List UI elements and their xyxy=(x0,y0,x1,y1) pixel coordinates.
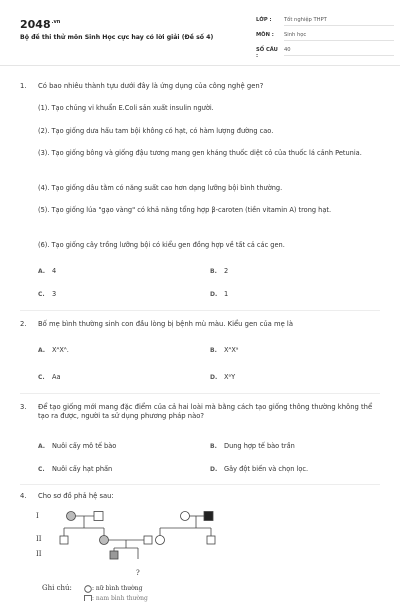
statement-item: (6). Tạo giống cây trồng lưỡng bội có kiểu gen đồng hợp về tất cả các gen. xyxy=(38,241,285,249)
option-letter: C. xyxy=(38,374,45,381)
option-text: Nuôi cấy mô tế bào xyxy=(52,442,117,450)
option-c[interactable] xyxy=(38,373,61,381)
option-letter: A. xyxy=(38,268,46,275)
option-letter: A. xyxy=(38,347,46,354)
option-c[interactable] xyxy=(38,465,112,473)
option-b[interactable] xyxy=(210,346,238,354)
statement-item: (2). Tạo giống dưa hấu tam bội không có hạt, có hàm lượng đường cao. xyxy=(38,127,274,135)
statement-text: (3). Tạo giống bông và giống đậu tương mang gen kháng thuốc diệt cỏ của thuốc lá cảnh Petunia. xyxy=(38,149,362,157)
option-d[interactable] xyxy=(210,465,308,473)
statement-item: (1). Tạo chủng vi khuẩn E.Coli sản xuất insulin người. xyxy=(38,104,214,112)
question-number: 4. xyxy=(20,492,27,500)
statement-item: (5). Tạo giống lúa "gạo vàng" có khả năng tổng hợp β-caroten (tiền vitamin A) trong hạt. xyxy=(38,206,332,214)
unknown-mark: ? xyxy=(136,569,140,577)
option-text: XᵃY xyxy=(224,373,236,381)
option-letter: B. xyxy=(210,268,217,275)
meta-value: Sinh học xyxy=(284,32,394,41)
female-carrier-symbol xyxy=(100,536,109,545)
circle-open-icon xyxy=(84,585,92,593)
brand-suffix: .vn xyxy=(51,19,61,26)
question-number: 1. xyxy=(20,82,27,90)
male-normal-symbol xyxy=(144,536,152,544)
question-divider xyxy=(20,484,380,485)
option-text: Aa xyxy=(52,373,61,381)
option-text: Dung hợp tế bào trần xyxy=(224,442,295,450)
legend-text: : nữ bình thường xyxy=(92,585,143,592)
question-stem: Để tạo giống mới mang đặc điểm của cả hai loài mà bằng cách tạo giống thông thường không thể tạo ra được, người ta sử dụng phương pháp nào? xyxy=(38,403,373,421)
option-text: 2 xyxy=(224,267,229,275)
site-logo[interactable] xyxy=(20,18,60,31)
option-b[interactable] xyxy=(210,267,228,275)
option-letter: D. xyxy=(210,466,218,473)
question-number: 2. xyxy=(20,320,27,328)
option-letter: C. xyxy=(38,291,45,298)
generation-label: II xyxy=(36,535,42,543)
brand-name: 2048 xyxy=(20,18,51,31)
generation-label: I xyxy=(36,512,39,520)
female-normal-symbol xyxy=(181,512,190,521)
option-c[interactable] xyxy=(38,290,56,298)
question-number: 3. xyxy=(20,403,27,411)
option-letter: C. xyxy=(38,466,45,473)
option-text: Gây đột biến và chọn lọc. xyxy=(224,465,309,473)
option-text: Nuôi cấy hạt phấn xyxy=(52,465,113,473)
legend-label: Ghi chú: xyxy=(42,584,72,592)
statement-item xyxy=(38,148,368,158)
male-affected-symbol xyxy=(204,512,213,521)
meta-key: LỚP : xyxy=(256,17,272,23)
legend-text: : nam bình thường xyxy=(92,595,148,602)
male-normal-symbol xyxy=(60,536,68,544)
female-normal-symbol xyxy=(156,536,165,545)
question-stem: Có bao nhiêu thành tựu dưới đây là ứng dụng của công nghệ gen? xyxy=(38,82,264,90)
pedigree-diagram xyxy=(0,500,400,582)
question-divider xyxy=(20,310,380,311)
exam-title: Bộ đề thi thử môn Sinh Học cực hay có lời giải (Đề số 4) xyxy=(20,34,214,41)
female-carrier-symbol xyxy=(67,512,76,521)
question-stem: Bố mẹ bình thường sinh con đầu lòng bị bệnh mù màu. Kiểu gen của mẹ là xyxy=(38,320,293,328)
square-open-icon xyxy=(84,595,92,601)
option-b[interactable] xyxy=(210,442,295,450)
generation-label: II xyxy=(36,550,42,558)
option-text: 4 xyxy=(52,267,57,275)
option-d[interactable] xyxy=(210,290,228,298)
option-letter: A. xyxy=(38,443,46,450)
question-divider xyxy=(20,393,380,394)
option-a[interactable] xyxy=(38,442,116,450)
option-text: XᴬXᴬ. xyxy=(52,346,69,354)
option-letter: B. xyxy=(210,443,217,450)
meta-key: MÔN : xyxy=(256,32,274,38)
option-a[interactable] xyxy=(38,346,69,354)
male-affected-symbol xyxy=(110,551,118,559)
meta-value: 40 xyxy=(284,47,394,56)
question-stem: Cho sơ đồ phả hệ sau: xyxy=(38,492,114,500)
male-normal-symbol xyxy=(207,536,215,544)
option-letter: D. xyxy=(210,291,218,298)
male-normal-symbol xyxy=(94,512,103,521)
option-text: 1 xyxy=(224,290,229,298)
option-d[interactable] xyxy=(210,373,235,381)
header-divider xyxy=(0,65,400,66)
option-text: 3 xyxy=(52,290,57,298)
statement-item: (4). Tạo giống dâu tằm có năng suất cao hơn dạng lưỡng bội bình thường. xyxy=(38,184,283,192)
option-text: XᴬXᵃ xyxy=(224,346,239,354)
option-letter: B. xyxy=(210,347,217,354)
option-a[interactable] xyxy=(38,267,56,275)
option-letter: D. xyxy=(210,374,218,381)
meta-key: SỐ CÂU : xyxy=(256,47,278,59)
meta-value: Tốt nghiệp THPT xyxy=(284,17,394,26)
